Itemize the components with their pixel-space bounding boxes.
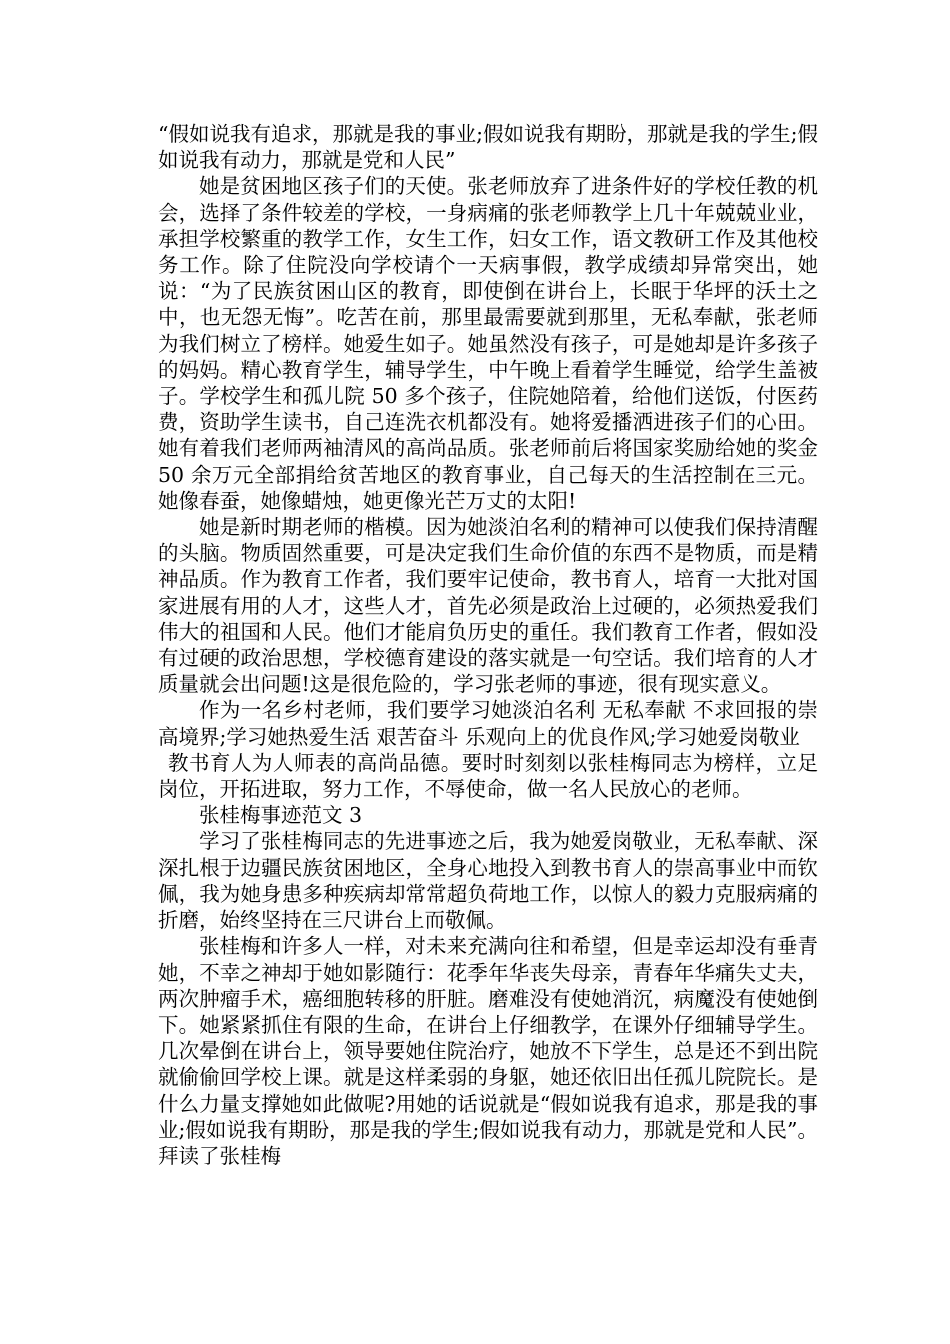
section-heading: 张桂梅事迹范文 3 (199, 803, 363, 828)
paragraph-learning: 学习了张桂梅同志的先进事迹之后，我为她爱岗敬业，无私奉献、深深扎根于边疆民族贫困地区，全身心地投入到教书育人的崇高事业中而钦佩，我为她身患多种疾病却常常超负荷地工作，以惊人的毅力克服病痛的折磨，始终坚持在三尺讲台上而敬佩。 (158, 829, 818, 933)
quote-paragraph: “假如说我有追求，那就是我的事业;假如说我有期盼，那就是我的学生;假如说我有动力，那就是党和人民” (158, 122, 818, 173)
paragraph-teaching: 教书育人为人师表的高尚品德。要时时刻刻以张桂梅同志为榜样，立足岗位，开拓进取，努力工作，不辱使命，做一名人民放心的老师。 (158, 750, 818, 802)
paragraph-role-model: 她是新时期老师的楷模。因为她淡泊名利的精神可以使我们保持清醒的头脑。物质固然重要，可是决定我们生命价值的东西不是物质，而是精神品质。作为教育工作者，我们要牢记使命，教书育人，培育一大批对国家进展有用的人才，这些人才，首先必须是政治上过硬的，必须热爱我们伟大的祖国和人民。他们才能肩负历史的重任。我们教育工作者，假如没有过硬的政治思想，学校德育建设的落实就是一句空话。我们培育的人才质量就会出问题!这是很危险的，学习张老师的事迹，很有现实意义。 (158, 515, 818, 697)
paragraph-rural-teacher: 作为一名乡村老师，我们要学习她淡泊名利 无私奉献 不求回报的崇高境界;学习她热爱生活 艰苦奋斗 乐观向上的优良作风;学习她爱岗敬业 (158, 698, 818, 749)
paragraph-hardship: 张桂梅和许多人一样，对未来充满向往和希望，但是幸运却没有垂青她，不幸之神却于她如影随行：花季年华丧失母亲，青春年华痛失丈夫，两次肿瘤手术，癌细胞转移的肝脏。磨难没有使她消沉，病魔没有使她倒下。她紧紧抓住有限的生命，在讲台上仔细教学，在课外仔细辅导学生。几次晕倒在讲台上，领导要她住院治疗，她放不下学生，总是还不到出院就偷偷回学校上课。就是这样柔弱的身躯，她还依旧出任孤儿院院长。是什么力量支撑她如此做呢?用她的话说就是“假如说我有追求，那是我的事业;假如说我有期盼，那是我的学生;假如说我有动力，那就是党和人民”。拜读了张桂梅 (158, 934, 818, 1168)
paragraph-angel: 她是贫困地区孩子们的天使。张老师放弃了进条件好的学校任教的机会，选择了条件较差的学校，一身病痛的张老师教学上几十年兢兢业业，承担学校繁重的教学工作，女生工作，妇女工作，语文教研工作及其他校务工作。除了住院没向学校请个一天病事假，教学成绩却异常突出，她说：“为了民族贫困山区的教育，即使倒在讲台上，长眠于华坪的沃土之中，也无怨无悔”。吃苦在前，那里最需要就到那里，无私奉献，张老师为我们树立了榜样。她爱生如子。她虽然没有孩子，可是她却是许多孩子的妈妈。精心教育学生，辅导学生，中午晚上看着学生睡觉，给学生盖被子。学校学生和孤儿院 50 多个孩子，住院她陪着，给他们送饭，付医药费，资助学生读书，自己连洗衣机都没有。她将爱播洒进孩子们的心田。她有着我们老师两袖清风的高尚品质。张老师前后将国家奖励给她的奖金 50 余万元全部捐给贫苦地区的教育事业，自己每天的生活控制在三元。她像春蚕，她像蜡烛，她更像光芒万丈的太阳! (158, 174, 818, 513)
document-body (158, 121, 818, 1169)
